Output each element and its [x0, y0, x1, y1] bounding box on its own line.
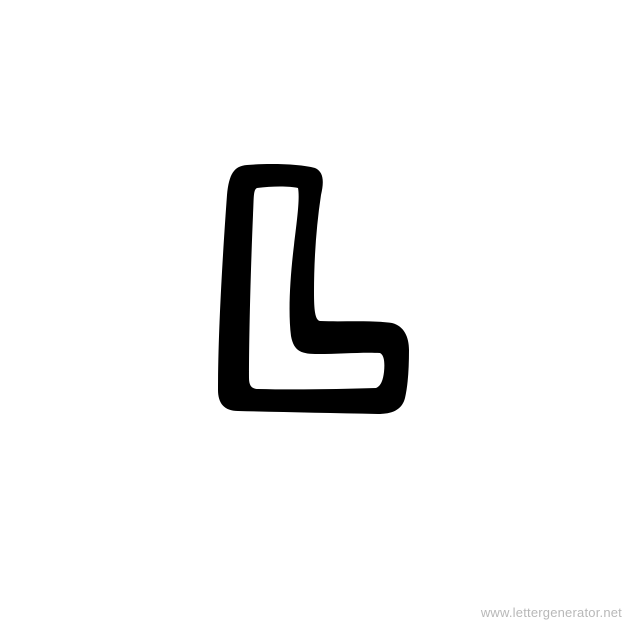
- watermark-text: www.lettergenerator.net: [480, 605, 622, 620]
